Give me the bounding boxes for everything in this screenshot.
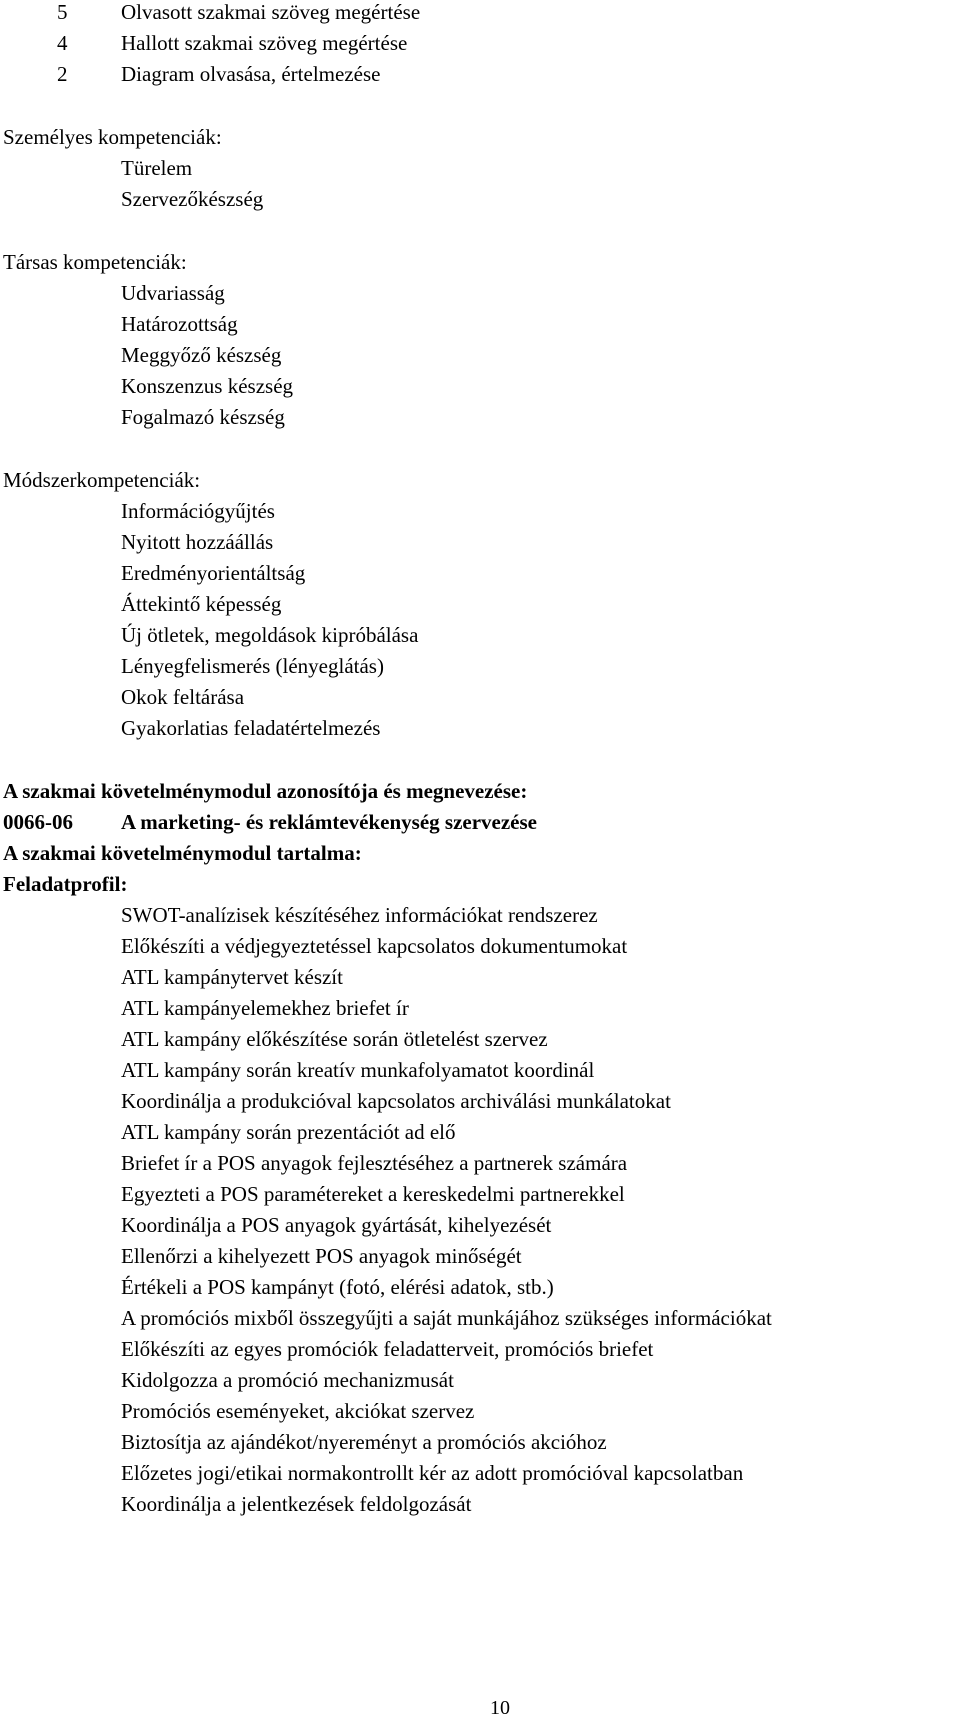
personal-heading: Személyes kompetenciák: [3, 125, 222, 149]
task-item: Koordinálja a jelentkezések feldolgozását [121, 1492, 472, 1516]
task-item: Előkészíti a védjegyeztetéssel kapcsolatos dokumentumokat [121, 934, 628, 958]
task-item: Ellenőrzi a kihelyezett POS anyagok minőségét [121, 1244, 522, 1268]
task-item: A promóciós mixből összegyűjti a saját munkájához szükséges információkat [121, 1306, 772, 1330]
list-item: Eredményorientáltság [121, 561, 306, 585]
list-item: Lényegfelismerés (lényeglátás) [121, 654, 384, 678]
list-item: Információgyűjtés [121, 499, 275, 523]
profile-heading: Feladatprofil: [3, 872, 128, 896]
list-item: Gyakorlatias feladatértelmezés [121, 716, 381, 740]
list-item: Meggyőző készség [121, 343, 282, 367]
task-item: Értékeli a POS kampányt (fotó, elérési adatok, stb.) [121, 1275, 554, 1299]
task-item: ATL kampány során prezentációt ad elő [121, 1120, 456, 1144]
task-item: Briefet ír a POS anyagok fejlesztéséhez a partnerek számára [121, 1151, 628, 1175]
list-item: Udvariasság [121, 281, 225, 305]
list-item: Türelem [121, 156, 193, 180]
module-title: A marketing- és reklámtevékenység szervezése [121, 810, 537, 834]
task-item: Koordinálja a produkcióval kapcsolatos archiválási munkálatokat [121, 1089, 671, 1113]
list-item: Nyitott hozzáállás [121, 530, 274, 554]
task-item: ATL kampány során kreatív munkafolyamatot koordinál [121, 1058, 595, 1082]
task-item: Biztosítja az ajándékot/nyereményt a promóciós akcióhoz [121, 1430, 607, 1454]
module-id-heading: A szakmai követelménymodul azonosítója és megnevezése: [3, 779, 528, 803]
task-item: Előkészíti az egyes promóciók feladatterveit, promóciós briefet [121, 1337, 654, 1361]
list-number: 4 [57, 31, 68, 55]
page-number: 10 [490, 1697, 510, 1719]
task-item: Koordinálja a POS anyagok gyártását, kihelyezését [121, 1213, 552, 1237]
task-item: ATL kampánytervet készít [121, 965, 343, 989]
task-item: ATL kampányelemekhez briefet ír [121, 996, 409, 1020]
list-number: 5 [57, 0, 68, 24]
list-item: Fogalmazó készség [121, 405, 285, 429]
list-item: Szervezőkészség [121, 187, 264, 211]
list-item: Okok feltárása [121, 685, 245, 709]
task-item: Kidolgozza a promóció mechanizmusát [121, 1368, 454, 1392]
method-heading: Módszerkompetenciák: [3, 468, 201, 492]
social-heading: Társas kompetenciák: [3, 250, 187, 274]
task-item: Előzetes jogi/etikai normakontrollt kér az adott promócióval kapcsolatban [121, 1461, 744, 1485]
list-item: Új ötletek, megoldások kipróbálása [121, 623, 419, 647]
list-item: Diagram olvasása, értelmezése [121, 62, 381, 86]
task-item: Promóciós eseményeket, akciókat szervez [121, 1399, 475, 1423]
list-item: Olvasott szakmai szöveg megértése [121, 0, 421, 24]
module-code: 0066-06 [3, 810, 73, 834]
module-content-heading: A szakmai követelménymodul tartalma: [3, 841, 362, 865]
task-item: SWOT-analízisek készítéséhez információkat rendszerez [121, 903, 598, 927]
list-item: Határozottság [121, 312, 238, 336]
task-item: ATL kampány előkészítése során ötletelést szervez [121, 1027, 548, 1051]
task-item: Egyezteti a POS paramétereket a kereskedelmi partnerekkel [121, 1182, 625, 1206]
list-number: 2 [57, 62, 68, 86]
list-item: Áttekintő képesség [121, 592, 282, 616]
list-item: Hallott szakmai szöveg megértése [121, 31, 408, 55]
list-item: Konszenzus készség [121, 374, 294, 398]
